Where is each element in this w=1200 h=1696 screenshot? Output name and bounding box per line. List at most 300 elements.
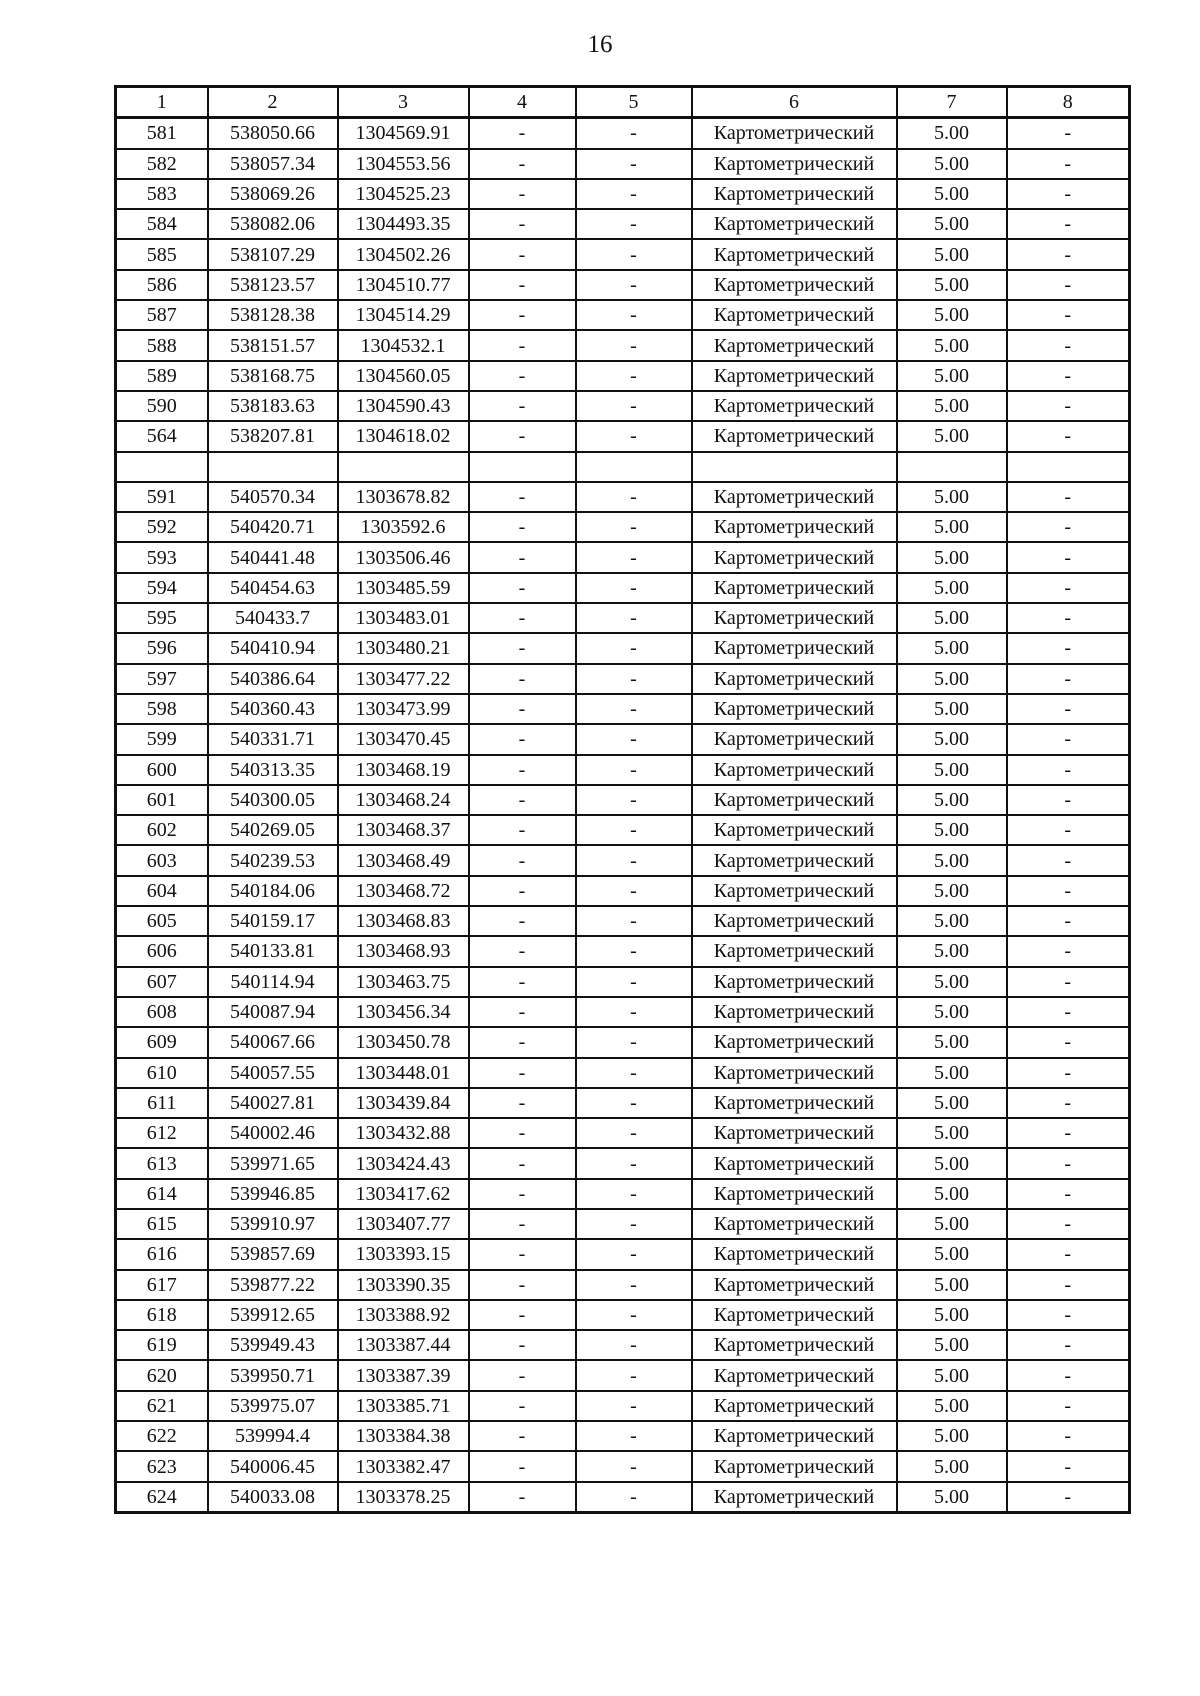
cell-point-number: 595 bbox=[116, 603, 208, 633]
cell-point-number: 591 bbox=[116, 482, 208, 512]
cell-col-5: - bbox=[576, 1330, 692, 1360]
cell-col-4: - bbox=[469, 1391, 576, 1421]
cell-col-4 bbox=[469, 452, 576, 482]
cell-accuracy: 5.00 bbox=[897, 209, 1007, 239]
cell-coord-y: 1303432.88 bbox=[338, 1118, 469, 1148]
cell-accuracy: 5.00 bbox=[897, 997, 1007, 1027]
cell-col-4: - bbox=[469, 876, 576, 906]
cell-col-5: - bbox=[576, 1300, 692, 1330]
cell-coord-y: 1303483.01 bbox=[338, 603, 469, 633]
cell-col-8: - bbox=[1007, 1179, 1130, 1209]
cell-coord-y: 1304525.23 bbox=[338, 179, 469, 209]
cell-accuracy: 5.00 bbox=[897, 1300, 1007, 1330]
cell-col-5: - bbox=[576, 118, 692, 149]
cell-col-8: - bbox=[1007, 694, 1130, 724]
table-row bbox=[116, 906, 1130, 936]
table-row bbox=[116, 1300, 1130, 1330]
cell-col-4: - bbox=[469, 1058, 576, 1088]
cell-col-4: - bbox=[469, 936, 576, 966]
cell-col-4: - bbox=[469, 1118, 576, 1148]
cell-point-number: 601 bbox=[116, 785, 208, 815]
cell-col-8: - bbox=[1007, 361, 1130, 391]
cell-accuracy: 5.00 bbox=[897, 1482, 1007, 1513]
cell-col-8: - bbox=[1007, 542, 1130, 572]
cell-accuracy: 5.00 bbox=[897, 1148, 1007, 1178]
cell-col-5: - bbox=[576, 785, 692, 815]
cell-col-4: - bbox=[469, 1209, 576, 1239]
coordinates-table bbox=[114, 85, 1131, 1514]
table-body bbox=[116, 118, 1130, 1513]
cell-coord-x: 540006.45 bbox=[208, 1451, 338, 1481]
table-row bbox=[116, 270, 1130, 300]
cell-coord-x: 540420.71 bbox=[208, 512, 338, 542]
cell-col-5: - bbox=[576, 1179, 692, 1209]
cell-coord-x: 540033.08 bbox=[208, 1482, 338, 1513]
cell-col-4: - bbox=[469, 209, 576, 239]
cell-method: Картометрический bbox=[692, 1270, 897, 1300]
table-row bbox=[116, 512, 1130, 542]
cell-coord-y: 1304553.56 bbox=[338, 149, 469, 179]
cell-col-8: - bbox=[1007, 512, 1130, 542]
cell-point-number: 596 bbox=[116, 633, 208, 663]
table-row bbox=[116, 482, 1130, 512]
cell-col-4: - bbox=[469, 1421, 576, 1451]
cell-col-5: - bbox=[576, 664, 692, 694]
cell-col-8: - bbox=[1007, 1421, 1130, 1451]
cell-point-number: 607 bbox=[116, 967, 208, 997]
column-header-6: 6 bbox=[692, 87, 897, 118]
cell-col-5: - bbox=[576, 512, 692, 542]
cell-col-8: - bbox=[1007, 1148, 1130, 1178]
cell-col-5: - bbox=[576, 1027, 692, 1057]
column-header-1: 1 bbox=[116, 87, 208, 118]
cell-method: Картометрический bbox=[692, 270, 897, 300]
cell-col-4: - bbox=[469, 906, 576, 936]
cell-col-4: - bbox=[469, 300, 576, 330]
cell-coord-x: 540239.53 bbox=[208, 845, 338, 875]
cell-col-5: - bbox=[576, 1270, 692, 1300]
cell-method: Картометрический bbox=[692, 1239, 897, 1269]
cell-coord-x: 539994.4 bbox=[208, 1421, 338, 1451]
cell-method: Картометрический bbox=[692, 542, 897, 572]
cell-point-number bbox=[116, 452, 208, 482]
table-row bbox=[116, 785, 1130, 815]
cell-col-5: - bbox=[576, 361, 692, 391]
table-row bbox=[116, 1391, 1130, 1421]
cell-method: Картометрический bbox=[692, 845, 897, 875]
cell-accuracy: 5.00 bbox=[897, 542, 1007, 572]
cell-col-4: - bbox=[469, 967, 576, 997]
cell-col-8: - bbox=[1007, 1209, 1130, 1239]
cell-point-number: 581 bbox=[116, 118, 208, 149]
cell-coord-x bbox=[208, 452, 338, 482]
cell-col-8: - bbox=[1007, 209, 1130, 239]
cell-point-number: 590 bbox=[116, 391, 208, 421]
cell-coord-x: 538168.75 bbox=[208, 361, 338, 391]
cell-accuracy: 5.00 bbox=[897, 1088, 1007, 1118]
cell-col-5: - bbox=[576, 330, 692, 360]
cell-point-number: 603 bbox=[116, 845, 208, 875]
cell-coord-y: 1304514.29 bbox=[338, 300, 469, 330]
table-row bbox=[116, 724, 1130, 754]
cell-col-8: - bbox=[1007, 573, 1130, 603]
cell-method: Картометрический bbox=[692, 209, 897, 239]
cell-col-8: - bbox=[1007, 1027, 1130, 1057]
cell-col-8: - bbox=[1007, 845, 1130, 875]
cell-col-4: - bbox=[469, 361, 576, 391]
table-row bbox=[116, 330, 1130, 360]
table-row bbox=[116, 300, 1130, 330]
cell-col-4: - bbox=[469, 1270, 576, 1300]
cell-col-4: - bbox=[469, 1239, 576, 1269]
cell-col-5: - bbox=[576, 755, 692, 785]
cell-col-5: - bbox=[576, 694, 692, 724]
cell-col-4: - bbox=[469, 1451, 576, 1481]
cell-col-4: - bbox=[469, 149, 576, 179]
cell-point-number: 587 bbox=[116, 300, 208, 330]
cell-method: Картометрический bbox=[692, 1300, 897, 1330]
cell-method: Картометрический bbox=[692, 664, 897, 694]
cell-col-8: - bbox=[1007, 1451, 1130, 1481]
cell-col-5 bbox=[576, 452, 692, 482]
cell-point-number: 593 bbox=[116, 542, 208, 572]
cell-col-5: - bbox=[576, 1360, 692, 1390]
table-row bbox=[116, 391, 1130, 421]
cell-col-5: - bbox=[576, 1421, 692, 1451]
cell-coord-x: 539975.07 bbox=[208, 1391, 338, 1421]
cell-method: Картометрический bbox=[692, 482, 897, 512]
cell-coord-x: 540300.05 bbox=[208, 785, 338, 815]
cell-accuracy: 5.00 bbox=[897, 421, 1007, 451]
cell-accuracy: 5.00 bbox=[897, 1330, 1007, 1360]
cell-coord-x: 538107.29 bbox=[208, 239, 338, 269]
table-row bbox=[116, 967, 1130, 997]
cell-method: Картометрический bbox=[692, 1330, 897, 1360]
cell-accuracy: 5.00 bbox=[897, 785, 1007, 815]
table-row bbox=[116, 1027, 1130, 1057]
cell-point-number: 615 bbox=[116, 1209, 208, 1239]
cell-col-5: - bbox=[576, 1148, 692, 1178]
cell-col-5: - bbox=[576, 482, 692, 512]
cell-point-number: 609 bbox=[116, 1027, 208, 1057]
cell-col-5: - bbox=[576, 542, 692, 572]
cell-coord-x: 540386.64 bbox=[208, 664, 338, 694]
cell-method: Картометрический bbox=[692, 1027, 897, 1057]
cell-coord-y: 1303385.71 bbox=[338, 1391, 469, 1421]
cell-col-4: - bbox=[469, 482, 576, 512]
cell-point-number: 616 bbox=[116, 1239, 208, 1269]
cell-point-number: 584 bbox=[116, 209, 208, 239]
cell-accuracy: 5.00 bbox=[897, 876, 1007, 906]
table-row bbox=[116, 755, 1130, 785]
cell-accuracy bbox=[897, 452, 1007, 482]
cell-method: Картометрический bbox=[692, 1360, 897, 1390]
cell-method: Картометрический bbox=[692, 239, 897, 269]
cell-coord-x: 538128.38 bbox=[208, 300, 338, 330]
cell-point-number: 586 bbox=[116, 270, 208, 300]
cell-coord-y: 1303468.19 bbox=[338, 755, 469, 785]
header-row bbox=[116, 87, 1130, 118]
cell-point-number: 592 bbox=[116, 512, 208, 542]
cell-col-5: - bbox=[576, 997, 692, 1027]
cell-col-4: - bbox=[469, 179, 576, 209]
cell-col-4: - bbox=[469, 1027, 576, 1057]
cell-coord-y: 1303448.01 bbox=[338, 1058, 469, 1088]
cell-point-number: 605 bbox=[116, 906, 208, 936]
cell-col-8: - bbox=[1007, 482, 1130, 512]
cell-accuracy: 5.00 bbox=[897, 1027, 1007, 1057]
cell-method: Картометрический bbox=[692, 936, 897, 966]
cell-coord-y: 1303393.15 bbox=[338, 1239, 469, 1269]
cell-point-number: 618 bbox=[116, 1300, 208, 1330]
cell-point-number: 598 bbox=[116, 694, 208, 724]
cell-coord-y: 1303506.46 bbox=[338, 542, 469, 572]
cell-method: Картометрический bbox=[692, 1088, 897, 1118]
table-row bbox=[116, 239, 1130, 269]
cell-coord-y: 1303387.39 bbox=[338, 1360, 469, 1390]
table-row bbox=[116, 603, 1130, 633]
cell-point-number: 620 bbox=[116, 1360, 208, 1390]
cell-point-number: 611 bbox=[116, 1088, 208, 1118]
cell-col-8: - bbox=[1007, 391, 1130, 421]
cell-method: Картометрический bbox=[692, 300, 897, 330]
cell-col-8: - bbox=[1007, 1270, 1130, 1300]
cell-coord-x: 540027.81 bbox=[208, 1088, 338, 1118]
cell-col-4: - bbox=[469, 664, 576, 694]
cell-accuracy: 5.00 bbox=[897, 149, 1007, 179]
cell-col-4: - bbox=[469, 1088, 576, 1118]
column-header-7: 7 bbox=[897, 87, 1007, 118]
cell-coord-x: 539971.65 bbox=[208, 1148, 338, 1178]
cell-coord-x: 540570.34 bbox=[208, 482, 338, 512]
cell-coord-y: 1303384.38 bbox=[338, 1421, 469, 1451]
cell-accuracy: 5.00 bbox=[897, 967, 1007, 997]
cell-accuracy: 5.00 bbox=[897, 1239, 1007, 1269]
cell-point-number: 613 bbox=[116, 1148, 208, 1178]
cell-method: Картометрический bbox=[692, 1118, 897, 1148]
table-row bbox=[116, 633, 1130, 663]
cell-point-number: 582 bbox=[116, 149, 208, 179]
cell-coord-x: 540184.06 bbox=[208, 876, 338, 906]
cell-method: Картометрический bbox=[692, 815, 897, 845]
cell-coord-y: 1303388.92 bbox=[338, 1300, 469, 1330]
cell-accuracy: 5.00 bbox=[897, 1209, 1007, 1239]
cell-col-8: - bbox=[1007, 967, 1130, 997]
cell-coord-y: 1303390.35 bbox=[338, 1270, 469, 1300]
cell-method: Картометрический bbox=[692, 421, 897, 451]
cell-col-4: - bbox=[469, 512, 576, 542]
cell-coord-y: 1303382.47 bbox=[338, 1451, 469, 1481]
cell-coord-x: 539857.69 bbox=[208, 1239, 338, 1269]
cell-point-number: 597 bbox=[116, 664, 208, 694]
cell-col-8: - bbox=[1007, 906, 1130, 936]
cell-coord-x: 540313.35 bbox=[208, 755, 338, 785]
cell-coord-y: 1303378.25 bbox=[338, 1482, 469, 1513]
cell-accuracy: 5.00 bbox=[897, 300, 1007, 330]
cell-coord-y: 1303424.43 bbox=[338, 1148, 469, 1178]
cell-coord-y: 1304560.05 bbox=[338, 361, 469, 391]
cell-col-4: - bbox=[469, 633, 576, 663]
cell-col-4: - bbox=[469, 997, 576, 1027]
table-row bbox=[116, 845, 1130, 875]
cell-coord-x: 540441.48 bbox=[208, 542, 338, 572]
cell-method: Картометрический bbox=[692, 361, 897, 391]
cell-coord-y: 1303485.59 bbox=[338, 573, 469, 603]
cell-coord-x: 539949.43 bbox=[208, 1330, 338, 1360]
cell-col-8: - bbox=[1007, 603, 1130, 633]
cell-col-5: - bbox=[576, 239, 692, 269]
cell-point-number: 588 bbox=[116, 330, 208, 360]
cell-method: Картометрический bbox=[692, 785, 897, 815]
cell-method: Картометрический bbox=[692, 694, 897, 724]
cell-accuracy: 5.00 bbox=[897, 330, 1007, 360]
cell-coord-x: 540159.17 bbox=[208, 906, 338, 936]
cell-point-number: 624 bbox=[116, 1482, 208, 1513]
cell-col-5: - bbox=[576, 421, 692, 451]
cell-col-4: - bbox=[469, 421, 576, 451]
cell-point-number: 585 bbox=[116, 239, 208, 269]
cell-col-8: - bbox=[1007, 1239, 1130, 1269]
table-row bbox=[116, 1239, 1130, 1269]
cell-coord-y: 1303468.83 bbox=[338, 906, 469, 936]
cell-col-5: - bbox=[576, 967, 692, 997]
cell-coord-y: 1304493.35 bbox=[338, 209, 469, 239]
cell-coord-x: 540114.94 bbox=[208, 967, 338, 997]
table-row bbox=[116, 361, 1130, 391]
cell-accuracy: 5.00 bbox=[897, 845, 1007, 875]
cell-col-4: - bbox=[469, 1482, 576, 1513]
cell-accuracy: 5.00 bbox=[897, 1391, 1007, 1421]
table-header bbox=[116, 87, 1130, 118]
cell-coord-y: 1303678.82 bbox=[338, 482, 469, 512]
cell-coord-x: 539877.22 bbox=[208, 1270, 338, 1300]
cell-coord-x: 538123.57 bbox=[208, 270, 338, 300]
table-row bbox=[116, 1330, 1130, 1360]
cell-col-8: - bbox=[1007, 330, 1130, 360]
cell-accuracy: 5.00 bbox=[897, 512, 1007, 542]
cell-col-5: - bbox=[576, 1239, 692, 1269]
cell-col-8: - bbox=[1007, 664, 1130, 694]
cell-point-number: 606 bbox=[116, 936, 208, 966]
cell-accuracy: 5.00 bbox=[897, 239, 1007, 269]
cell-point-number: 621 bbox=[116, 1391, 208, 1421]
cell-method: Картометрический bbox=[692, 512, 897, 542]
cell-coord-x: 540133.81 bbox=[208, 936, 338, 966]
table-row bbox=[116, 542, 1130, 572]
cell-accuracy: 5.00 bbox=[897, 664, 1007, 694]
cell-col-8: - bbox=[1007, 815, 1130, 845]
cell-coord-y: 1303387.44 bbox=[338, 1330, 469, 1360]
cell-col-5: - bbox=[576, 815, 692, 845]
cell-col-4: - bbox=[469, 330, 576, 360]
cell-method: Картометрический bbox=[692, 997, 897, 1027]
cell-coord-x: 538050.66 bbox=[208, 118, 338, 149]
cell-col-8: - bbox=[1007, 149, 1130, 179]
column-header-2: 2 bbox=[208, 87, 338, 118]
cell-col-8: - bbox=[1007, 997, 1130, 1027]
cell-accuracy: 5.00 bbox=[897, 1421, 1007, 1451]
cell-col-4: - bbox=[469, 1360, 576, 1390]
cell-coord-x: 538057.34 bbox=[208, 149, 338, 179]
cell-coord-x: 539910.97 bbox=[208, 1209, 338, 1239]
cell-coord-y: 1303468.24 bbox=[338, 785, 469, 815]
cell-coord-y: 1303450.78 bbox=[338, 1027, 469, 1057]
cell-coord-x: 540360.43 bbox=[208, 694, 338, 724]
cell-col-5: - bbox=[576, 1391, 692, 1421]
cell-coord-y: 1304510.77 bbox=[338, 270, 469, 300]
cell-point-number: 604 bbox=[116, 876, 208, 906]
table-row bbox=[116, 149, 1130, 179]
cell-coord-x: 538183.63 bbox=[208, 391, 338, 421]
cell-col-8: - bbox=[1007, 1118, 1130, 1148]
cell-col-8 bbox=[1007, 452, 1130, 482]
cell-method: Картометрический bbox=[692, 118, 897, 149]
cell-accuracy: 5.00 bbox=[897, 603, 1007, 633]
cell-col-4: - bbox=[469, 239, 576, 269]
cell-accuracy: 5.00 bbox=[897, 179, 1007, 209]
cell-point-number: 619 bbox=[116, 1330, 208, 1360]
cell-col-8: - bbox=[1007, 633, 1130, 663]
cell-accuracy: 5.00 bbox=[897, 1118, 1007, 1148]
cell-col-4: - bbox=[469, 391, 576, 421]
cell-method: Картометрический bbox=[692, 724, 897, 754]
table-row bbox=[116, 118, 1130, 149]
cell-col-5: - bbox=[576, 876, 692, 906]
cell-method: Картометрический bbox=[692, 906, 897, 936]
cell-point-number: 599 bbox=[116, 724, 208, 754]
cell-coord-x: 540331.71 bbox=[208, 724, 338, 754]
cell-coord-x: 538207.81 bbox=[208, 421, 338, 451]
cell-method: Картометрический bbox=[692, 1482, 897, 1513]
table-row bbox=[116, 421, 1130, 451]
cell-accuracy: 5.00 bbox=[897, 361, 1007, 391]
cell-method: Картометрический bbox=[692, 1058, 897, 1088]
cell-point-number: 617 bbox=[116, 1270, 208, 1300]
cell-point-number: 622 bbox=[116, 1421, 208, 1451]
cell-accuracy: 5.00 bbox=[897, 482, 1007, 512]
cell-col-8: - bbox=[1007, 1391, 1130, 1421]
cell-coord-x: 540454.63 bbox=[208, 573, 338, 603]
cell-col-4: - bbox=[469, 785, 576, 815]
cell-coord-x: 540067.66 bbox=[208, 1027, 338, 1057]
cell-coord-x: 539950.71 bbox=[208, 1360, 338, 1390]
cell-col-5: - bbox=[576, 1058, 692, 1088]
cell-col-5: - bbox=[576, 603, 692, 633]
cell-coord-y: 1304618.02 bbox=[338, 421, 469, 451]
table-row bbox=[116, 876, 1130, 906]
cell-accuracy: 5.00 bbox=[897, 1451, 1007, 1481]
cell-coord-x: 540433.7 bbox=[208, 603, 338, 633]
cell-coord-x: 540410.94 bbox=[208, 633, 338, 663]
cell-coord-x: 539946.85 bbox=[208, 1179, 338, 1209]
cell-col-5: - bbox=[576, 845, 692, 875]
cell-col-5: - bbox=[576, 906, 692, 936]
cell-accuracy: 5.00 bbox=[897, 694, 1007, 724]
cell-point-number: 623 bbox=[116, 1451, 208, 1481]
cell-method: Картометрический bbox=[692, 1179, 897, 1209]
cell-method: Картометрический bbox=[692, 603, 897, 633]
cell-col-4: - bbox=[469, 1179, 576, 1209]
cell-col-8: - bbox=[1007, 1360, 1130, 1390]
cell-col-8: - bbox=[1007, 1300, 1130, 1330]
column-header-3: 3 bbox=[338, 87, 469, 118]
cell-point-number: 583 bbox=[116, 179, 208, 209]
table-row bbox=[116, 1451, 1130, 1481]
cell-col-4: - bbox=[469, 815, 576, 845]
cell-method: Картометрический bbox=[692, 876, 897, 906]
cell-col-8: - bbox=[1007, 118, 1130, 149]
cell-coord-x: 538069.26 bbox=[208, 179, 338, 209]
